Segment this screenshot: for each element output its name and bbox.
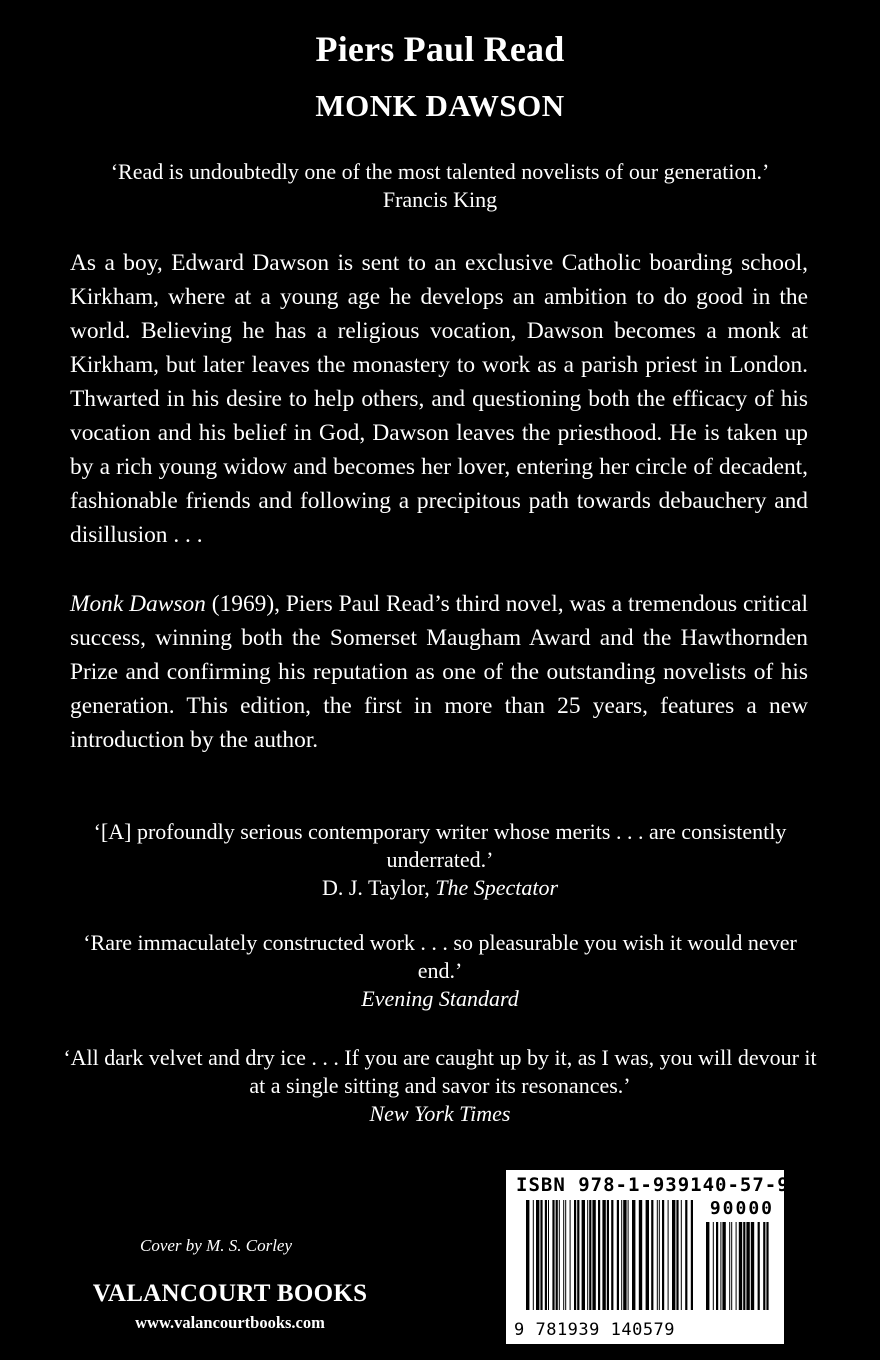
- barcode-bar: [577, 1200, 579, 1310]
- review-quote-attribution: [60, 874, 820, 902]
- barcode-bar: [545, 1200, 547, 1310]
- barcode-bar: [691, 1200, 693, 1310]
- description-paragraph-2-text: (1969), Piers Paul Read’s third novel, was a tremendous critical success, winning both the Somerset Maugham Award and the Hawthornden Prize and confirming his reputation as one of the outstanding novelists of his generation. This edition, the first in more than 25 years, features a new introduction by the author.: [70, 591, 808, 753]
- barcode-bar: [706, 1222, 709, 1310]
- description-paragraph-2: [70, 587, 808, 757]
- barcode-bar: [659, 1200, 660, 1310]
- barcode-bars: [526, 1200, 696, 1310]
- barcode-bar: [668, 1200, 669, 1310]
- review-quote-source: Evening Standard: [361, 986, 519, 1011]
- review-quote: [60, 929, 820, 1013]
- barcode-digits: 9 781939 140579: [514, 1320, 676, 1340]
- review-quote-text: ‘[A] profoundly serious contemporary writer whose merits . . . are consistently underrated.’: [93, 819, 787, 872]
- barcode-bar: [607, 1200, 609, 1310]
- barcode-bar: [657, 1200, 658, 1310]
- barcode-bar: [587, 1200, 588, 1310]
- top-quote: [60, 158, 820, 214]
- author-name: Piers Paul Read: [315, 29, 565, 69]
- barcode-bar: [639, 1200, 642, 1310]
- barcode-bar: [716, 1222, 718, 1310]
- barcode-bar: [681, 1200, 682, 1310]
- barcode-bar: [565, 1200, 566, 1310]
- barcode-bar: [556, 1200, 558, 1310]
- isbn-label: ISBN 978-1-939140-57-9: [516, 1174, 790, 1196]
- barcode-bar: [758, 1222, 760, 1310]
- review-quote: [60, 1044, 820, 1128]
- barcode-bar: [598, 1200, 600, 1310]
- barcode-bar: [582, 1200, 585, 1310]
- publisher-name: VALANCOURT BOOKS: [92, 1280, 368, 1307]
- barcode-bar: [559, 1200, 560, 1310]
- barcode-bar: [751, 1222, 754, 1310]
- description-book-title: Monk Dawson: [70, 591, 206, 617]
- barcode-bar: [536, 1200, 539, 1310]
- barcode-bar: [651, 1200, 653, 1310]
- barcode-bar: [621, 1200, 622, 1310]
- barcode-bar: [739, 1222, 742, 1310]
- review-quote-text: ‘All dark velvet and dry ice . . . If you are caught up by it, as I was, you will devour it at a single sitting and savor its resonances.’: [63, 1045, 817, 1098]
- barcode-bar: [574, 1200, 576, 1310]
- review-quote: [60, 818, 820, 902]
- barcode-bar: [592, 1200, 595, 1310]
- barcode-bar: [766, 1222, 768, 1310]
- barcode-bar: [662, 1200, 664, 1310]
- barcode-bar: [685, 1200, 687, 1310]
- top-quote-text: ‘Read is undoubtedly one of the most talented novelists of our generation.’: [110, 159, 770, 184]
- top-quote-attribution: Francis King: [382, 187, 498, 212]
- barcode-bar: [632, 1200, 635, 1310]
- barcode-bar: [602, 1200, 605, 1310]
- cover-credit: Cover by M. S. Corley: [140, 1236, 293, 1255]
- review-quote-source: New York Times: [369, 1101, 511, 1126]
- review-quote-text: ‘Rare immaculately constructed work . . . so pleasurable you wish it would never end.’: [83, 930, 797, 983]
- description-paragraph-1: As a boy, Edward Dawson is sent to an exclusive Catholic boarding school, Kirkham, where at a young age he develops an ambition to do good in the world. Believing he has a religious vocation, Dawson becomes a monk at Kirkham, but later leaves the monastery to work as a parish priest in London. Thwarted in his desire to help others, and questioning both the efficacy of his vocation and his belief in God, Dawson leaves the priesthood. He is taken up by a rich young widow and becomes her lover, entering her circle of decadent, fashionable friends and following a precipitous path towards debauchery and disillusion . . .: [70, 250, 808, 548]
- barcode-bar: [731, 1222, 732, 1310]
- barcode-bar: [743, 1222, 745, 1310]
- barcode-bar: [722, 1222, 725, 1310]
- barcode-bar: [563, 1200, 564, 1310]
- barcode-bar: [763, 1222, 765, 1310]
- barcode-bar: [672, 1200, 675, 1310]
- barcode-bar: [552, 1200, 554, 1310]
- review-quote-author: D. J. Taylor,: [321, 875, 436, 900]
- addon-barcode-bars: [706, 1222, 772, 1310]
- barcode-bar: [526, 1200, 529, 1310]
- barcode-bar: [570, 1200, 571, 1310]
- barcode-bar: [533, 1200, 534, 1310]
- publisher-website: www.valancourtbooks.com: [135, 1313, 325, 1332]
- barcode-bar: [617, 1200, 619, 1310]
- book-title: MONK DAWSON: [315, 88, 565, 123]
- isbn-barcode: [506, 1170, 790, 1344]
- barcode-bar: [736, 1222, 737, 1310]
- barcode-bar: [540, 1200, 542, 1310]
- barcode-bar: [548, 1200, 549, 1310]
- price-addon-label: 90000: [709, 1198, 774, 1219]
- book-description: [70, 246, 808, 792]
- barcode-bar: [646, 1200, 649, 1310]
- barcode-bar: [746, 1222, 749, 1310]
- barcode-bar: [713, 1222, 714, 1310]
- barcode-bar: [589, 1200, 591, 1310]
- barcode-bar: [628, 1200, 629, 1310]
- barcode-bar: [623, 1200, 626, 1310]
- barcode-bar: [720, 1222, 721, 1310]
- barcode-bar: [729, 1222, 730, 1310]
- barcode-bar: [611, 1200, 613, 1310]
- review-quote-source: The Spectator: [435, 875, 559, 900]
- barcode-bar: [676, 1200, 678, 1310]
